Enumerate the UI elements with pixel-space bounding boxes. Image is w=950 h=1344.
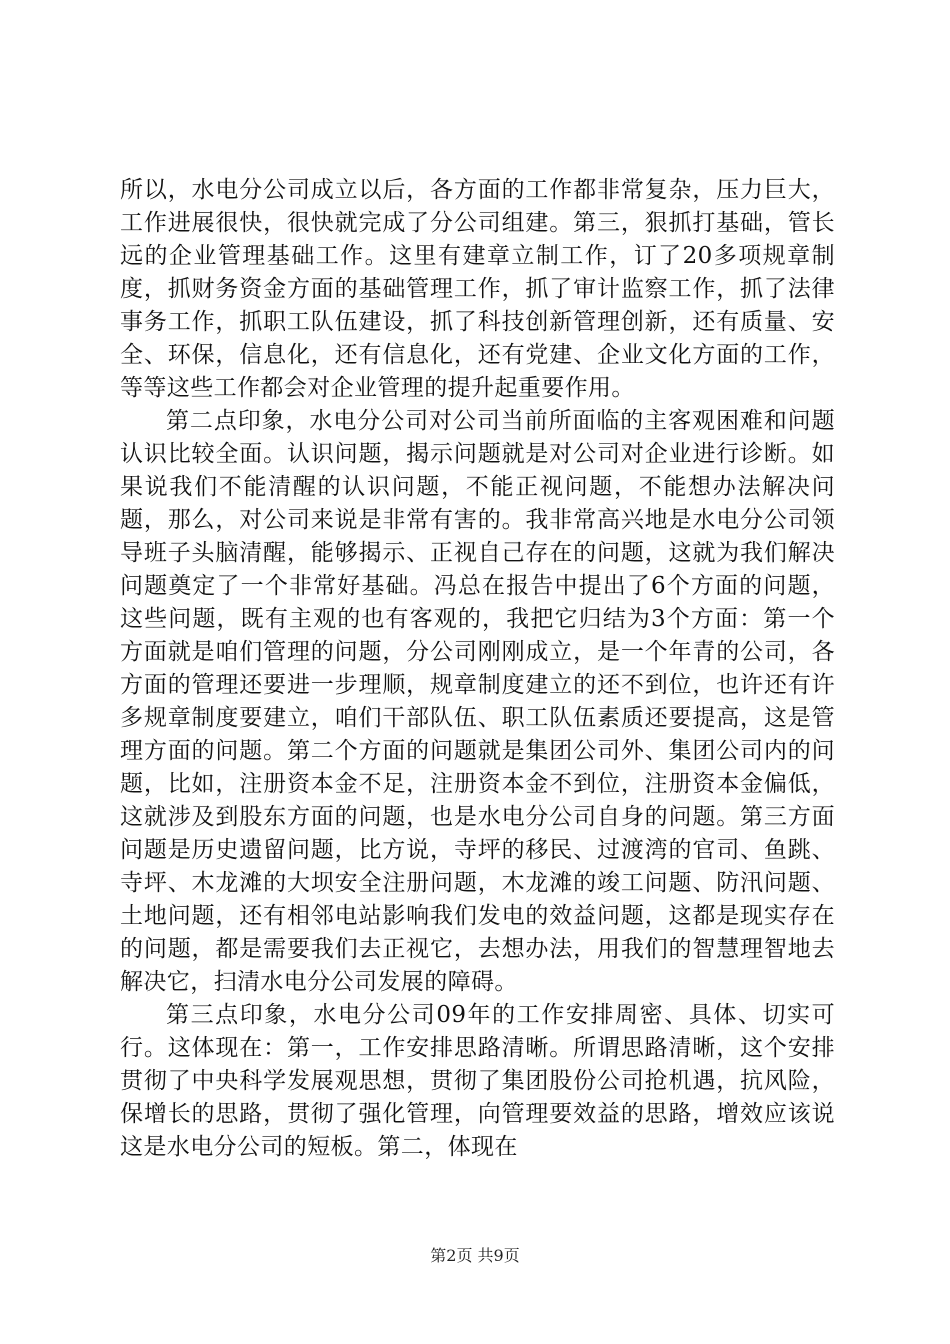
paragraph-third-impression: 第三点印象，水电分公司09年的工作安排周密、具体、切实可行。这体现在：第一，工作安排思路清晰。所谓思路清晰，这个安排贯彻了中央科学发展观思想，贯彻了集团股份公司抢机遇，抗风险，保增长的思路，贯彻了强化管理，向管理要效益的思路，增效应该说这是水电分公司的短板。第二，体现在 — [120, 1002, 835, 1160]
paragraph-continuation: 所以，水电分公司成立以后，各方面的工作都非常复杂，压力巨大，工作进展很快，很快就完成了分公司组建。第三，狠抓打基础，管长远的企业管理基础工作。这里有建章立制工作，订了20多项规章制度，抓财务资金方面的基础管理工作，抓了审计监察工作，抓了法律事务工作，抓职工队伍建设，抓了科技创新管理创新，还有质量、安全、环保，信息化，还有信息化，还有党建、企业文化方面的工作，等等这些工作都会对企业管理的提升起重要作用。 — [120, 177, 835, 401]
paragraph-second-impression: 第二点印象，水电分公司对公司当前所面临的主客观困难和问题认识比较全面。认识问题，揭示问题就是对公司对企业进行诊断。如果说我们不能清醒的认识问题，不能正视问题，不能想办法解决问题，那么，对公司来说是非常有害的。我非常高兴地是水电分公司领导班子头脑清醒，能够揭示、正视自己存在的问题，这就为我们解决问题奠定了一个非常好基础。冯总在报告中提出了6个方面的问题，这些问题，既有主观的也有客观的，我把它归结为3个方面：第一个方面就是咱们管理的问题，分公司刚刚成立，是一个年青的公司，各方面的管理还要进一步理顺，规章制度建立的还不到位，也许还有许多规章制度要建立，咱们干部队伍、职工队伍素质还要提高，这是管理方面的问题。第二个方面的问题就是集团公司外、集团公司内的问题，比如，注册资本金不足，注册资本金不到位，注册资本金偏低，这就涉及到股东方面的问题，也是水电分公司自身的问题。第三方面问题是历史遗留问题，比方说，寺坪的移民、过渡湾的官司、鱼跳、寺坪、木龙滩的大坝安全注册问题，木龙滩的竣工问题、防汛问题、土地问题，还有相邻电站影响我们发电的效益问题，这都是现实存在的问题，都是需要我们去正视它，去想办法，用我们的智慧理智地去解决它，扫清水电分公司发展的障碍。 — [120, 408, 835, 995]
page-footer: 第2页 共9页 — [430, 1246, 520, 1265]
document-body — [120, 174, 835, 1164]
